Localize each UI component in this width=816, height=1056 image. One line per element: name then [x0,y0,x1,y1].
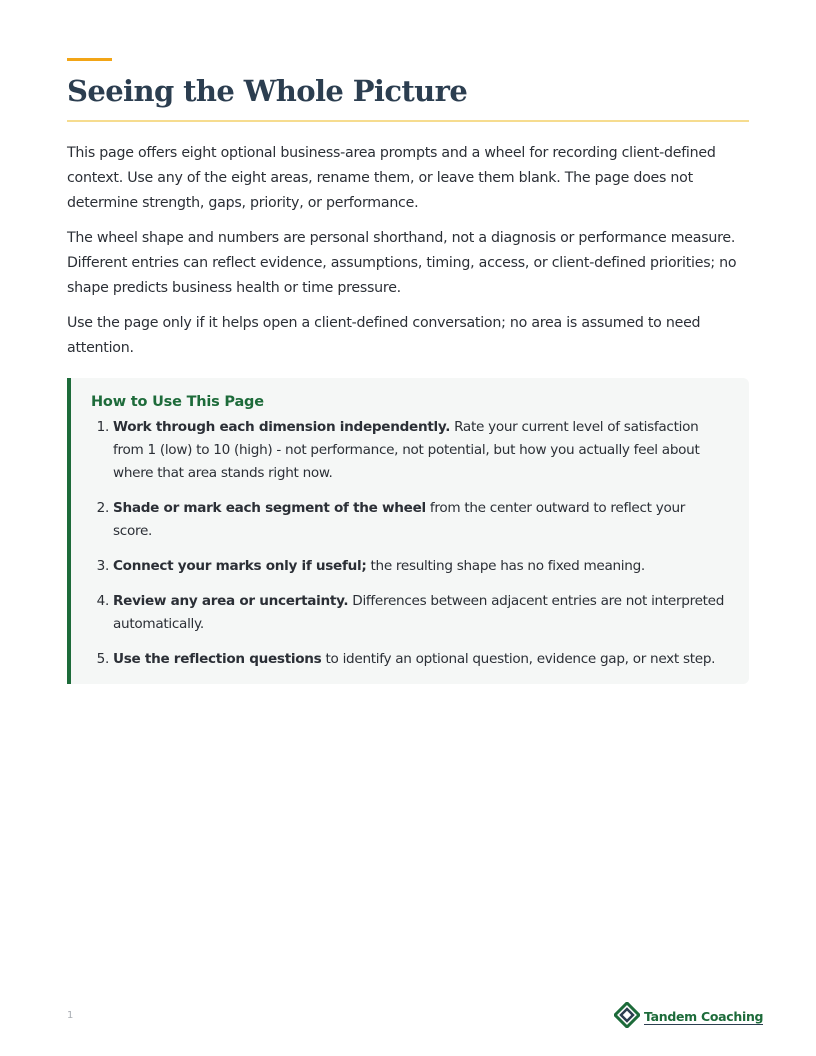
brand-name: Tandem Coaching [644,1008,764,1024]
step-heading: Connect your marks only if useful; [113,558,367,574]
intro-paragraph: The wheel shape and numbers are personal shorthand, not a diagnosis or performance measure. Different entries can reflect evidence, assumptions, timing, access, or client-defined priorities; no shape predicts business health or time pressure. [67,230,737,296]
step-text: the resulting shape has no fixed meaning. [366,558,645,574]
page-number: 1 [67,1010,74,1021]
intro-section [67,141,749,371]
title-divider [67,120,749,122]
step-heading: Use the reflection questions [113,651,322,667]
how-to-callout [67,378,749,684]
title-accent-bar [67,58,112,61]
intro-paragraph: Use the page only if it helps open a client-defined conversation; no area is assumed to need attention. [67,315,701,356]
diamond-logo-icon [614,1002,640,1032]
step-heading: Work through each dimension independently. [113,419,451,435]
how-to-step [113,497,725,543]
how-to-step [113,590,725,636]
brand-logo [614,1004,764,1030]
how-to-step [113,555,725,578]
how-to-title: How to Use This Page [91,394,264,410]
how-to-steps-list [91,416,725,671]
how-to-step [113,648,725,671]
step-heading: Review any area or uncertainty. [113,593,349,609]
intro-paragraph: This page offers eight optional business-area prompts and a wheel for recording client-defined context. Use any of the eight areas, rename them, or leave them blank. The page does not determine strength, gaps, priority, or performance. [67,145,716,211]
step-text: to identify an optional question, evidence gap, or next step. [321,651,716,667]
step-text: Differences between adjacent entries are not interpreted automatically. [113,593,725,632]
step-heading: Shade or mark each segment of the wheel [113,500,426,516]
how-to-step [113,416,725,485]
step-text: Rate your current level of satisfaction from 1 (low) to 10 (high) - not performance, not potential, but how you actually feel about where that area stands right now. [113,419,700,481]
page-title: Seeing the Whole Picture [67,74,468,108]
step-text: from the center outward to reflect your score. [113,500,686,539]
